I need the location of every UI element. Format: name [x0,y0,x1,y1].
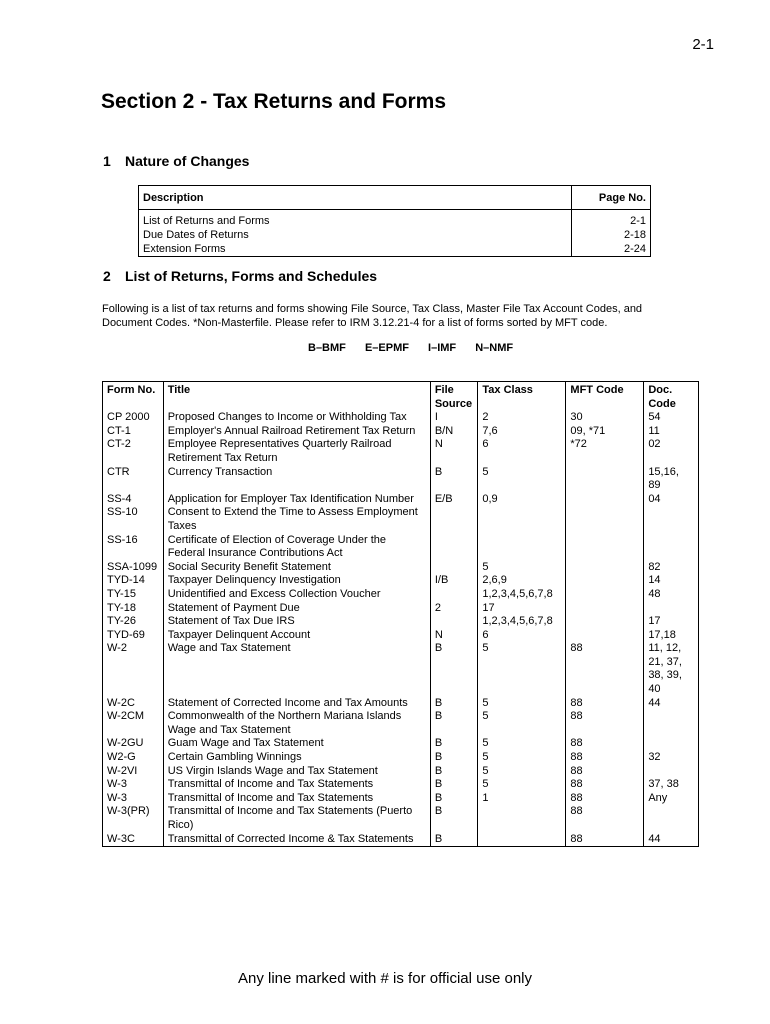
mft-code-cell: 30 [566,411,644,425]
form-row [103,493,699,507]
tax-class-cell [478,506,566,533]
form-title-cell: Wage and Tax Statement [163,642,430,696]
tax-class-cell: 1 [478,792,566,806]
form-number-cell: W-3(PR) [103,805,164,832]
tax-class-cell: 5 [478,642,566,696]
form-title-cell: Statement of Tax Due IRS [163,615,430,629]
file-source-cell: I/B [430,574,478,588]
file-source-cell: E/B [430,493,478,507]
doc-code-cell: 11, 12, 21, 37, 38, 39, 40 [644,642,699,696]
form-number-cell: TY-26 [103,615,164,629]
tax-class-cell [478,534,566,561]
form-title-cell: Social Security Benefit Statement [163,561,430,575]
intro-paragraph: Following is a list of tax returns and forms showing File Source, Tax Class, Master File Tax Account Codes, and Document Codes. *Non-Masterfile. Please refer to IRM 3.12.21-4 for a list of forms sorted by MFT code. [102,303,643,329]
doc-code-cell [644,805,699,832]
tax-class-cell: 7,6 [478,425,566,439]
tax-class-cell: 5 [478,765,566,779]
title-header: Title [163,382,430,412]
page-number: 2-1 [692,36,714,53]
change-description: Due Dates of Returns [139,228,572,242]
tax-class-cell: 5 [478,466,566,493]
form-number-cell: W-2CM [103,710,164,737]
mft-code-header: MFT Code [566,382,644,412]
form-number-cell: W2-G [103,751,164,765]
form-row [103,710,699,737]
forms-body [103,411,699,847]
form-row [103,805,699,832]
file-source-cell: N [430,438,478,465]
form-number-cell: SS-4 [103,493,164,507]
legend-bmf: B–BMF [308,342,346,354]
form-no-header: Form No. [103,382,164,412]
doc-code-header: Doc. Code [644,382,699,412]
form-title-cell: Transmittal of Income and Tax Statements (Puerto Rico) [163,805,430,832]
form-number-cell: SS-16 [103,534,164,561]
form-row [103,778,699,792]
form-row [103,833,699,847]
form-title-cell: Statement of Corrected Income and Tax Amounts [163,697,430,711]
form-row [103,697,699,711]
doc-code-cell [644,534,699,561]
mft-code-cell: 88 [566,710,644,737]
changes-table [138,185,651,257]
doc-code-cell [644,737,699,751]
form-title-cell: Employee Representatives Quarterly Railroad Retirement Tax Return [163,438,430,465]
doc-code-cell [644,602,699,616]
tax-class-cell: 2,6,9 [478,574,566,588]
file-source-legend [308,342,529,354]
form-row [103,642,699,696]
heading-text: Nature of Changes [125,153,250,169]
form-row [103,506,699,533]
form-row [103,574,699,588]
form-title-cell: Guam Wage and Tax Statement [163,737,430,751]
file-source-cell [430,588,478,602]
tax-class-cell [478,833,566,847]
form-title-cell: Unidentified and Excess Collection Voucher [163,588,430,602]
file-source-cell: N [430,629,478,643]
form-title-cell: US Virgin Islands Wage and Tax Statement [163,765,430,779]
mft-code-cell: 88 [566,697,644,711]
form-number-cell: CT-2 [103,438,164,465]
form-number-cell: W-2 [103,642,164,696]
doc-code-cell: 44 [644,833,699,847]
mft-code-cell: 88 [566,792,644,806]
file-source-cell: I [430,411,478,425]
page-no-header: Page No. [572,186,651,210]
form-row [103,425,699,439]
mft-code-cell [566,629,644,643]
tax-class-cell: 17 [478,602,566,616]
file-source-cell [430,615,478,629]
form-number-cell: CT-1 [103,425,164,439]
doc-code-cell [644,710,699,737]
section-title: Section 2 - Tax Returns and Forms [101,90,447,113]
doc-code-cell: 54 [644,411,699,425]
tax-class-cell: 5 [478,778,566,792]
doc-code-cell: 32 [644,751,699,765]
form-number-cell: TY-15 [103,588,164,602]
mft-code-cell: 88 [566,751,644,765]
doc-code-cell: 04 [644,493,699,507]
file-source-cell: 2 [430,602,478,616]
mft-code-cell [566,602,644,616]
file-source-cell: B [430,833,478,847]
doc-code-cell: Any [644,792,699,806]
doc-code-cell [644,765,699,779]
legend-nmf: N–NMF [475,342,514,354]
form-title-cell: Employer's Annual Railroad Retirement Tax Return [163,425,430,439]
file-source-cell: B [430,737,478,751]
file-source-cell: B [430,805,478,832]
mft-code-cell: 88 [566,833,644,847]
form-title-cell: Proposed Changes to Income or Withholding Tax [163,411,430,425]
form-number-cell: TY-18 [103,602,164,616]
form-row [103,466,699,493]
file-source-cell: B [430,765,478,779]
mft-code-cell [566,493,644,507]
form-row [103,765,699,779]
doc-code-cell: 14 [644,574,699,588]
doc-code-cell: 15,16, 89 [644,466,699,493]
form-row [103,438,699,465]
footer-note: Any line marked with # is for official use only [237,970,533,987]
form-number-cell: SS-10 [103,506,164,533]
form-number-cell: W-2C [103,697,164,711]
file-source-cell: B [430,466,478,493]
form-title-cell: Currency Transaction [163,466,430,493]
form-row [103,737,699,751]
description-header: Description [139,186,572,210]
form-number-cell: W-3C [103,833,164,847]
nature-of-changes-heading [103,153,249,169]
change-description: Extension Forms [139,242,572,257]
file-source-cell: B [430,792,478,806]
form-row [103,615,699,629]
heading-text: List of Returns, Forms and Schedules [125,268,378,284]
changes-row [139,210,651,229]
list-of-returns-heading [103,268,377,284]
mft-code-cell: 09, *71 [566,425,644,439]
doc-code-cell: 44 [644,697,699,711]
tax-class-cell: 1,2,3,4,5,6,7,8 [478,615,566,629]
mft-code-cell [566,574,644,588]
doc-code-cell: 02 [644,438,699,465]
form-title-cell: Consent to Extend the Time to Assess Employment Taxes [163,506,430,533]
doc-code-cell [644,506,699,533]
mft-code-cell: 88 [566,642,644,696]
form-title-cell: Commonwealth of the Northern Mariana Islands Wage and Tax Statement [163,710,430,737]
changes-row [139,242,651,257]
form-number-cell: SSA-1099 [103,561,164,575]
mft-code-cell: 88 [566,765,644,779]
heading-number: 1 [103,153,111,169]
form-row [103,561,699,575]
form-row [103,792,699,806]
form-number-cell: W-3 [103,778,164,792]
tax-class-cell: 1,2,3,4,5,6,7,8 [478,588,566,602]
heading-number: 2 [103,268,111,284]
change-page-number: 2-18 [572,228,651,242]
tax-class-cell: 6 [478,629,566,643]
tax-class-cell [478,805,566,832]
tax-class-header: Tax Class [478,382,566,412]
file-source-header: File Source [430,382,478,412]
file-source-cell: B [430,778,478,792]
doc-code-cell: 17,18 [644,629,699,643]
form-row [103,411,699,425]
form-title-cell: Certain Gambling Winnings [163,751,430,765]
file-source-cell [430,561,478,575]
form-title-cell: Application for Employer Tax Identification Number [163,493,430,507]
tax-class-cell: 5 [478,751,566,765]
doc-code-cell: 37, 38 [644,778,699,792]
file-source-cell: B [430,642,478,696]
file-source-cell [430,534,478,561]
doc-code-cell: 17 [644,615,699,629]
forms-table [102,381,699,847]
legend-imf: I–IMF [428,342,457,354]
mft-code-cell: 88 [566,737,644,751]
form-number-cell: W-3 [103,792,164,806]
form-number-cell: W-2GU [103,737,164,751]
mft-code-cell: 88 [566,778,644,792]
mft-code-cell [566,466,644,493]
form-title-cell: Taxpayer Delinquent Account [163,629,430,643]
form-title-cell: Transmittal of Income and Tax Statements [163,792,430,806]
form-title-cell: Certificate of Election of Coverage Under the Federal Insurance Contributions Act [163,534,430,561]
form-row [103,534,699,561]
mft-code-cell [566,506,644,533]
changes-body [139,210,651,257]
mft-code-cell [566,534,644,561]
file-source-cell: B/N [430,425,478,439]
file-source-cell: B [430,697,478,711]
tax-class-cell: 5 [478,697,566,711]
mft-code-cell: *72 [566,438,644,465]
form-title-cell: Transmittal of Income and Tax Statements [163,778,430,792]
form-title-cell: Statement of Payment Due [163,602,430,616]
change-page-number: 2-1 [572,210,651,229]
form-number-cell: CTR [103,466,164,493]
doc-code-cell: 48 [644,588,699,602]
forms-header-row [103,382,699,412]
form-title-cell: Taxpayer Delinquency Investigation [163,574,430,588]
file-source-cell: B [430,751,478,765]
legend-epmf: E–EPMF [364,342,409,354]
doc-code-cell: 11 [644,425,699,439]
form-row [103,588,699,602]
mft-code-cell [566,561,644,575]
form-row [103,751,699,765]
tax-class-cell: 0,9 [478,493,566,507]
mft-code-cell [566,615,644,629]
changes-row [139,228,651,242]
changes-header-row [139,186,651,210]
form-number-cell: CP 2000 [103,411,164,425]
mft-code-cell: 88 [566,805,644,832]
tax-class-cell: 6 [478,438,566,465]
form-title-cell: Transmittal of Corrected Income & Tax Statements [163,833,430,847]
tax-class-cell: 5 [478,737,566,751]
form-number-cell: TYD-14 [103,574,164,588]
tax-class-cell: 5 [478,710,566,737]
mft-code-cell [566,588,644,602]
doc-code-cell: 82 [644,561,699,575]
form-row [103,602,699,616]
tax-class-cell: 5 [478,561,566,575]
form-number-cell: W-2VI [103,765,164,779]
form-number-cell: TYD-69 [103,629,164,643]
change-page-number: 2-24 [572,242,651,257]
tax-class-cell: 2 [478,411,566,425]
file-source-cell: B [430,710,478,737]
change-description: List of Returns and Forms [139,210,572,229]
file-source-cell [430,506,478,533]
form-row [103,629,699,643]
